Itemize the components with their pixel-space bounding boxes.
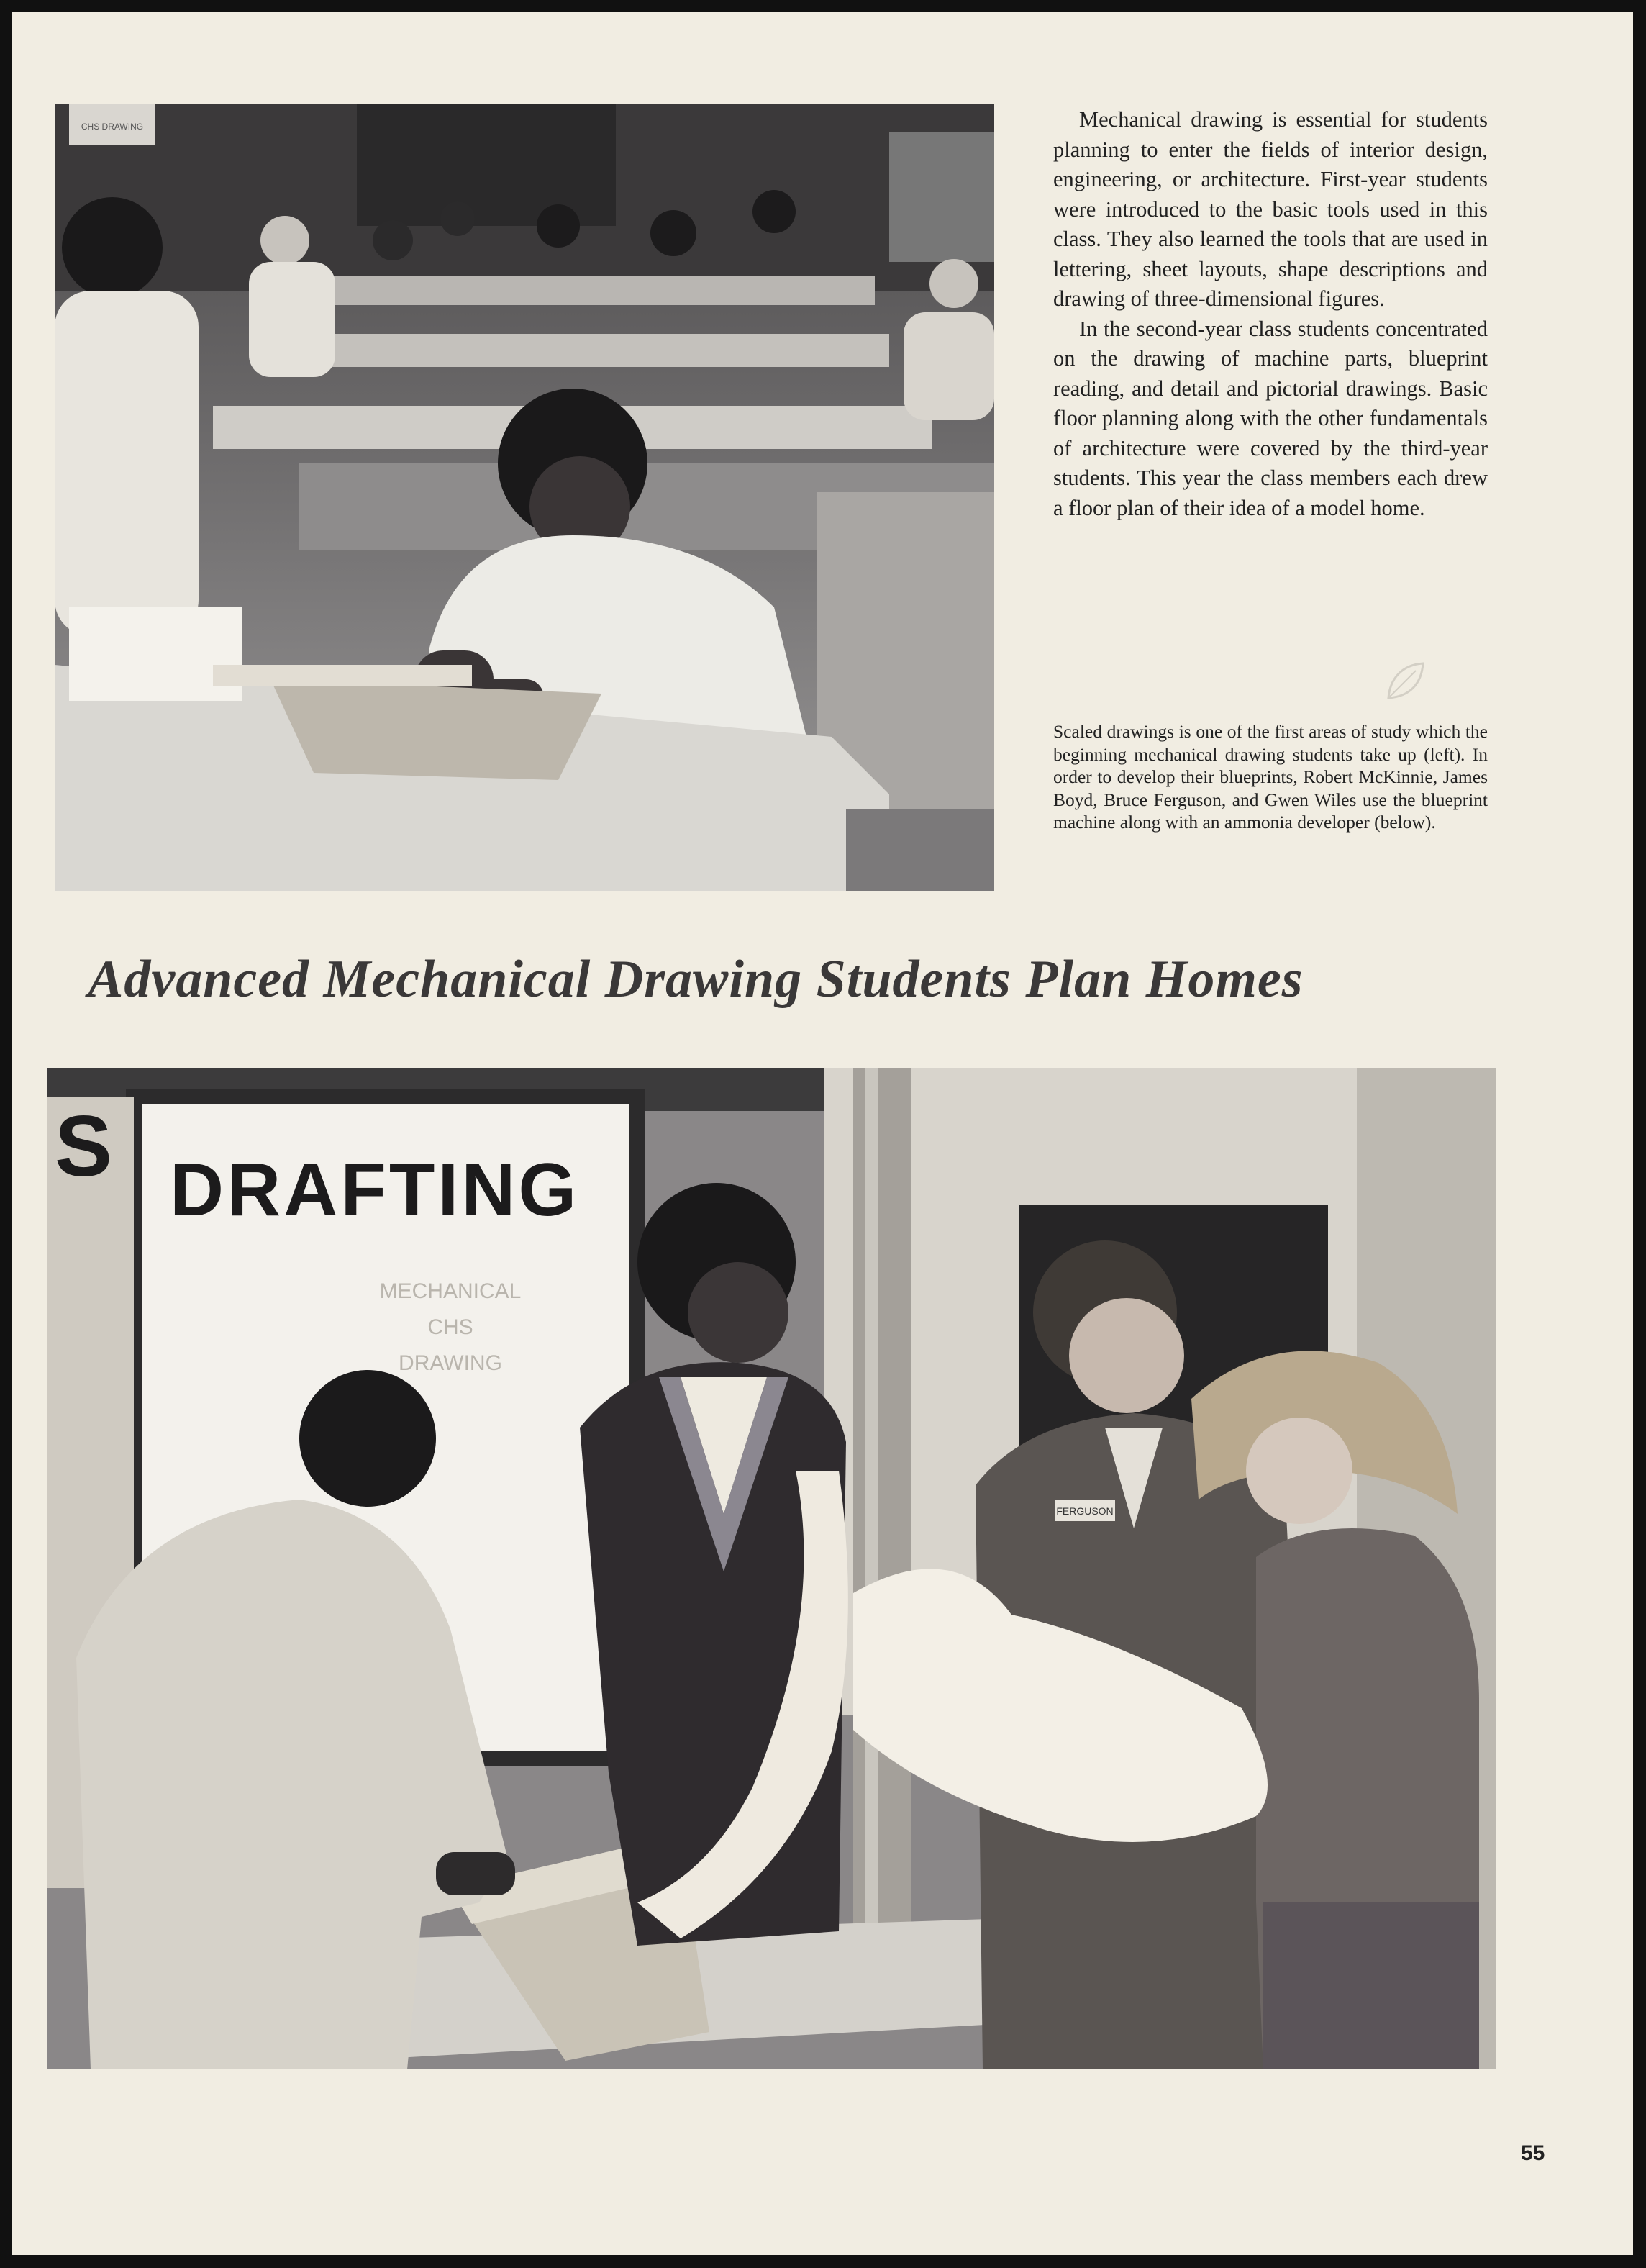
bulletin-line-2: CHS [427,1315,473,1339]
page-number: 55 [1521,2141,1545,2165]
leaf-icon [1383,658,1429,704]
blueprint-machine-photo [47,1068,1496,2069]
classroom-photo [55,104,994,891]
article-body [1053,105,1488,523]
article-paragraph: Mechanical drawing is essential for students planning to enter the fields of interior design, engineering, or architecture. First-year students were introduced to the basic tools used in this class. They also learned the tools that are used in lettering, sheet layouts, shape descriptions and drawing of three-dimensional figures. [1053,107,1488,311]
name-tag: FERGUSON [1056,1505,1114,1517]
bulletin-title: DRAFTING [170,1148,580,1232]
bulletin-letter: S [55,1098,113,1194]
blueprint-machine-photo-drawing [47,1068,1496,2069]
bulletin-line-1: MECHANICAL [379,1279,522,1303]
classroom-wall-sign: CHS DRAWING [81,122,144,132]
yearbook-page [12,12,1633,2255]
article-paragraph: In the second-year class students concentrated on the drawing of machine parts, blueprint reading, and detail and pictorial drawings. Basic floor planning along with the other fundamentals of architecture were covered by the third-year students. This year the class members each drew a floor plan of their idea of a model home. [1053,316,1488,520]
bulletin-line-3: DRAWING [399,1351,502,1375]
headline: Advanced Mechanical Drawing Students Plan Homes [88,950,1304,1009]
classroom-photo-drawing [55,104,994,891]
photo-caption: Scaled drawings is one of the first areas of study which the beginning mechanical drawing students take up (left). In order to develop their blueprints, Robert McKinnie, James Boyd, Bruce Ferguson, and Gwen Wiles use the blueprint machine along with an ammonia developer (below). [1053,721,1488,833]
